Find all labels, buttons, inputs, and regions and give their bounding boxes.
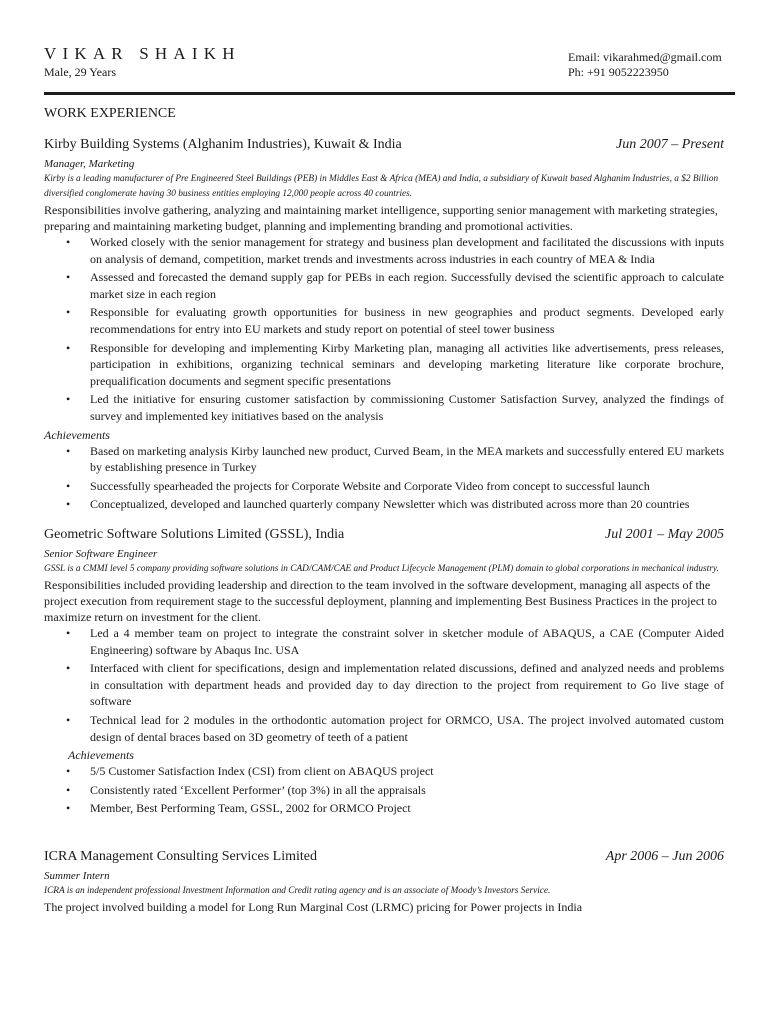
list-item: • Assessed and forecasted the demand supply gap for PEBs in each region. Successfully devised the scientific approach to calculate market size in each region — [66, 270, 724, 301]
achievement-list — [44, 763, 724, 817]
achievement-list — [44, 443, 724, 513]
job-company: Geometric Software Solutions Limited (GSSL), India — [44, 527, 345, 542]
bullet-icon: • — [66, 661, 71, 676]
bullet-icon: • — [66, 626, 71, 640]
bullet-icon: • — [66, 782, 71, 797]
bullet-icon: • — [66, 801, 71, 816]
bullet-icon: • — [66, 340, 71, 355]
list-item: • Consistently rated ‘Excellent Performer’ (top 3%) in all the appraisals — [66, 782, 426, 797]
job-role: Manager, Marketing — [44, 158, 135, 170]
list-item: • Responsible for evaluating growth opportunities for business in new geographies and product segments. Developed early recommendations for entry into EU markets and study report on potential of steel tower business — [66, 305, 724, 336]
job-heading — [44, 137, 724, 156]
bullet-icon: • — [66, 235, 71, 249]
list-item: • Worked closely with the senior management for strategy and business plan development and facilitated the discussions with inputs on analysis of demand, competition, market trends and investments across industries in each country of MEA & India — [66, 235, 724, 266]
list-item: • Interfaced with client for specifications, design and implementation related discussions, defined and analyzed needs and problems in consultation with department heads and provided day to day direction to the project from requirement to Go live stage of software — [66, 661, 724, 709]
list-item: • Led the initiative for ensuring customer satisfaction by commissioning Customer Satisfaction Survey, analyzed the findings of survey and implemented key initiatives based on the analysis — [66, 392, 724, 423]
bullet-icon: • — [66, 305, 71, 320]
job-role: Summer Intern — [44, 870, 110, 882]
job-company: Kirby Building Systems (Alghanim Industries), Kuwait & India — [44, 137, 402, 152]
job-responsibilities: Responsibilities involve gathering, analyzing and maintaining market intelligence, supporting senior management with marketing strategies, preparing and maintaining marketing budget, planning and implementing branding and promotional activities. — [44, 203, 718, 233]
candidate-demographics: Male, 29 Years — [44, 65, 116, 79]
contact-email: Email: vikarahmed@gmail.com — [568, 50, 722, 64]
bullet-icon: • — [66, 712, 71, 727]
job-entry-kirby — [44, 137, 724, 515]
job-heading — [44, 527, 724, 546]
bullet-icon: • — [66, 270, 71, 285]
section-title-work-experience: WORK EXPERIENCE — [44, 106, 176, 121]
list-item: • 5/5 Customer Satisfaction Index (CSI) from client on ABAQUS project — [66, 764, 434, 779]
job-dates: Jul 2001 – May 2005 — [605, 527, 724, 542]
job-responsibilities: The project involved building a model for Long Run Marginal Cost (LRMC) pricing for Power projects in India — [44, 900, 583, 914]
contact-phone: Ph: +91 9052223950 — [568, 65, 669, 79]
job-dates: Jun 2007 – Present — [616, 137, 724, 152]
list-item: • Technical lead for 2 modules in the orthodontic automation project for ORMCO, USA. The project involved automated custom design of dental braces based on 3D geometry of teeth of a patient — [66, 712, 724, 744]
bullet-icon: • — [66, 497, 71, 512]
list-item: • Responsible for developing and implementing Kirby Marketing plan, managing all activities like advertisements, press releases, participation in exhibitions, organizing technical seminars and developing marketing literature like corporate brochure, prequalification documents and segment specific presentations — [66, 340, 724, 388]
candidate-name: VIKAR SHAIKH — [44, 44, 241, 63]
achievements-label: Achievements — [68, 748, 134, 763]
bullet-icon: • — [66, 392, 71, 407]
job-entry-gssl — [44, 527, 724, 819]
responsibility-list — [44, 234, 724, 425]
list-item: • Successfully spearheaded the projects for Corporate Website and Corporate Video from concept to successful launch — [66, 478, 650, 493]
achievements-label: Achievements — [44, 427, 110, 442]
job-dates: Apr 2006 – Jun 2006 — [605, 849, 724, 864]
bullet-icon: • — [66, 443, 71, 458]
list-item: • Member, Best Performing Team, GSSL, 2002 for ORMCO Project — [66, 801, 411, 816]
job-responsibilities: Responsibilities included providing leadership and direction to the team involved in the software development, managing all aspects of the project execution from requirement stage to the successful deployment, planning and implementing Best Business Practices in the project to maximize return on investment for the client. — [44, 578, 717, 624]
list-item: • Led a 4 member team on project to integrate the constraint solver in sketcher module of ABAQUS, a CAE (Computer Aided Engineering) software by Abaqus Inc. USA — [66, 626, 724, 657]
header-divider — [44, 92, 735, 95]
job-company: ICRA Management Consulting Services Limited — [44, 849, 317, 864]
company-description: GSSL is a CMMI level 5 company providing software solutions in CAD/CAM/CAE and Product Lifecycle Management (PLM) domain to global corporations in mechanical industry. — [44, 564, 719, 574]
company-description: Kirby is a leading manufacturer of Pre Engineered Steel Buildings (PEB) in Middles East & Africa (MEA) and India, a subsidiary of Kuwait based Alghanim Industries, a $2 Billion diversified conglomerate having 30 business entities employing 12,000 people across 40 countries. — [44, 174, 719, 199]
responsibility-list — [44, 625, 724, 745]
job-heading — [44, 849, 724, 868]
list-item: • Conceptualized, developed and launched quarterly company Newsletter which was distributed across more than 20 countries — [66, 497, 690, 512]
bullet-icon: • — [66, 478, 71, 493]
list-item: • Based on marketing analysis Kirby launched new product, Curved Beam, in the MEA markets and successfully entered EU markets by establishing presence in Turkey — [66, 443, 724, 475]
company-description: ICRA is an independent professional Investment Information and Credit rating agency and is an associate of Moody’s Investors Service. — [44, 886, 551, 896]
job-entry-icra — [44, 849, 724, 915]
job-role: Senior Software Engineer — [44, 548, 158, 560]
bullet-icon: • — [66, 764, 71, 779]
